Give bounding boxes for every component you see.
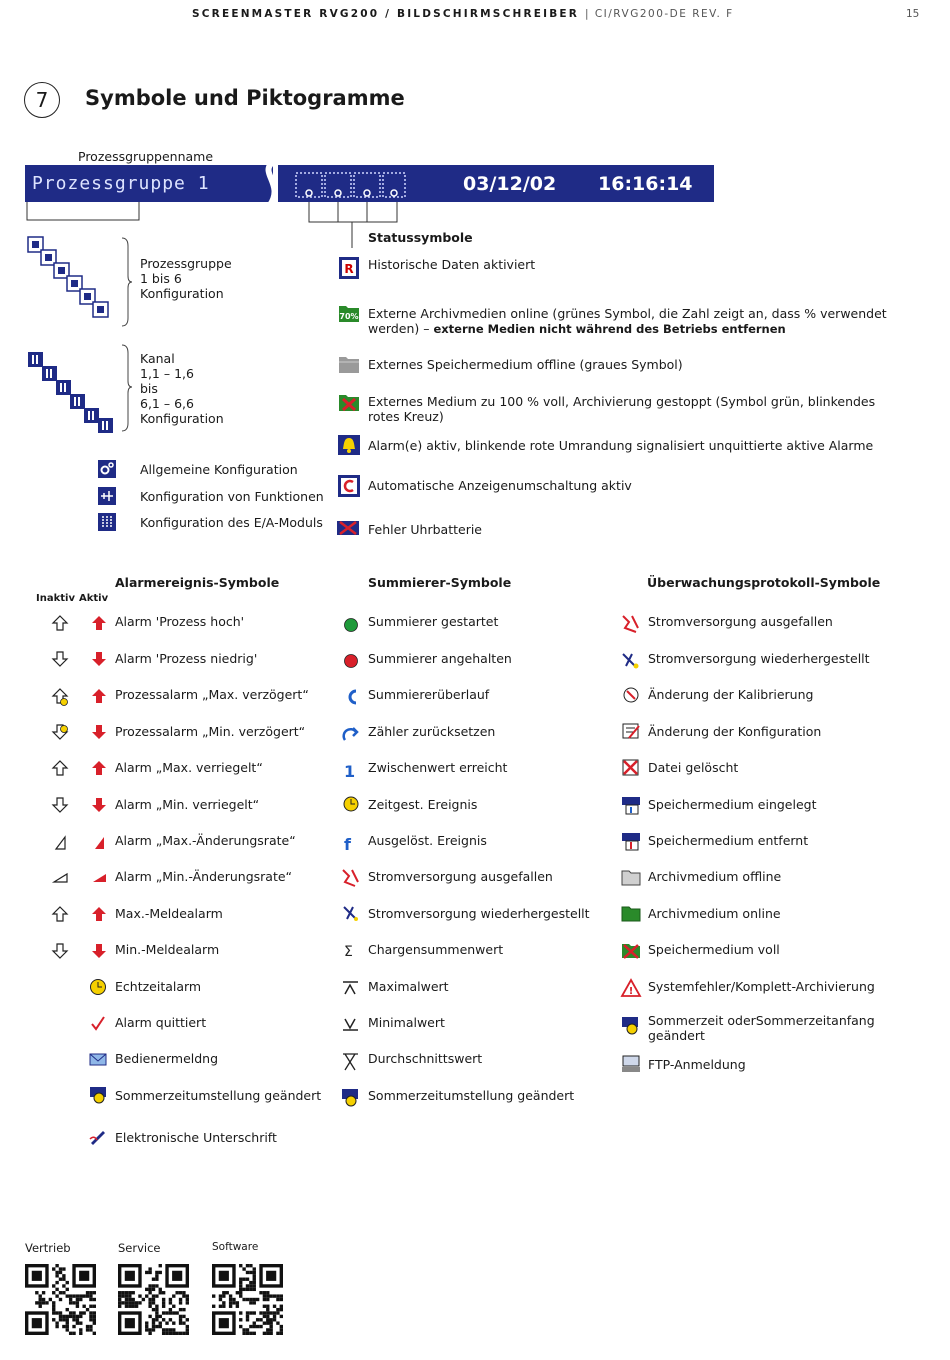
alarm-item: Prozessalarm „Min. verzögert“: [115, 724, 306, 739]
channel-config-line: 1,1 – 1,6: [140, 366, 194, 381]
alarm-item: Max.-Meldealarm: [115, 906, 223, 921]
auto-scroll-icon: [338, 475, 360, 497]
header-title: SCREENMASTER RVG200 / BILDSCHIRMSCHREIBER: [192, 8, 580, 20]
svg-text:1: 1: [344, 762, 356, 781]
process-group-config-icons: [26, 235, 118, 330]
protokoll-item: Stromversorgung wiederhergestellt: [648, 651, 870, 666]
summierer-item: Minimalwert: [368, 1015, 445, 1030]
status-item: Automatische Anzeigenumschaltung aktiv: [368, 478, 632, 493]
svg-text:!: !: [628, 986, 634, 997]
col-inaktiv: Inaktiv: [36, 593, 75, 604]
alarm-item: Alarm „Min.-Änderungsrate“: [115, 869, 293, 884]
medium-full-icon: [338, 392, 360, 412]
summierer-item: Zeitgest. Ereignis: [368, 797, 478, 812]
status-slots-icon: [294, 170, 410, 200]
channel-config-line: Kanal: [140, 351, 175, 366]
process-group-label: Prozessgruppenname: [78, 149, 214, 164]
alarm-item: Echtzeitalarm: [115, 979, 202, 994]
signature-icon: [89, 1127, 107, 1145]
footer-label-service: Service: [118, 1241, 161, 1255]
protokoll-item: Sommerzeit oderSommerzeitanfang geändert: [648, 1013, 875, 1043]
storage-offline-icon: [338, 354, 360, 374]
group-config-line: Prozessgruppe: [140, 256, 232, 271]
col-aktiv: Aktiv: [79, 593, 109, 604]
alarm-item: Alarm quittiert: [115, 1015, 207, 1030]
protokoll-heading: Überwachungsprotokoll-Symbole: [647, 575, 881, 590]
qr-code-vertrieb[interactable]: [25, 1264, 96, 1335]
protokoll-item: Speichermedium entfernt: [648, 833, 809, 848]
status-item-archive: [368, 306, 888, 337]
alarm-heading: Alarmereignis-Symbole: [115, 575, 280, 590]
summierer-item: Ausgelöst. Ereignis: [368, 833, 487, 848]
header-separator: |: [584, 8, 590, 20]
totalizer-icons: [340, 612, 364, 1112]
summierer-heading: Summierer-Symbole: [368, 575, 512, 590]
config-item: Konfiguration von Funktionen: [140, 489, 324, 504]
alarm-item: Alarm „Max. verriegelt“: [115, 760, 263, 775]
summierer-item: Chargensummenwert: [368, 942, 504, 957]
protokoll-item: Änderung der Kalibrierung: [648, 687, 814, 702]
section-number: 7: [24, 82, 60, 118]
alarm-item: Alarm „Min. verriegelt“: [115, 797, 260, 812]
display-group-name: Prozessgruppe 1: [32, 173, 210, 194]
protokoll-item: Speichermedium eingelegt: [648, 797, 817, 812]
summierer-item: Sommerzeitumstellung geändert: [368, 1088, 575, 1103]
status-heading: Statussymbole: [368, 230, 473, 245]
historical-data-icon: [338, 256, 360, 280]
svg-text:Σ: Σ: [344, 944, 353, 960]
qr-code-software[interactable]: [212, 1264, 283, 1335]
channel-config-line: 6,1 – 6,6: [140, 396, 194, 411]
battery-error-icon: [336, 518, 360, 538]
protokoll-item: Archivmedium offline: [648, 869, 782, 884]
config-item: Konfiguration des E/A-Moduls: [140, 515, 323, 530]
protokoll-item: Systemfehler/Komplett-Archivierung: [648, 979, 875, 994]
alarm-item: Prozessalarm „Max. verzögert“: [115, 687, 309, 702]
brace-group: [120, 236, 134, 328]
summierer-item: Zähler zurücksetzen: [368, 724, 496, 739]
gears-icon: [98, 460, 116, 478]
status-item: Externe Archivmedien online (grünes Symbol, die Zahl zeigt an, dass % verwendet werden) –: [368, 306, 887, 336]
summierer-item: Stromversorgung wiederhergestellt: [368, 906, 590, 921]
status-warning: externe Medien nicht während des Betriebs entfernen: [433, 322, 786, 336]
display-time: 16:16:14: [598, 173, 693, 195]
summierer-item: Summierer angehalten: [368, 651, 512, 666]
alarm-item: Bedienermeldng: [115, 1051, 219, 1066]
svg-text:R: R: [344, 262, 354, 276]
alarm-item: Min.-Meldealarm: [115, 942, 220, 957]
alarm-bell-icon: [338, 435, 360, 455]
alarm-item: Alarm 'Prozess niedrig': [115, 651, 258, 666]
protokoll-item: Datei gelöscht: [648, 760, 739, 775]
footer-label-software: Software: [212, 1241, 259, 1253]
channel-config-line: Konfiguration: [140, 411, 224, 426]
archive-percent: 70%: [339, 312, 359, 321]
bar-break-icon: [258, 163, 288, 205]
summierer-item: Summierer gestartet: [368, 614, 499, 629]
status-item: Externes Speichermedium offline (graues Symbol): [368, 357, 683, 372]
alarm-item: Alarm „Max.-Änderungsrate“: [115, 833, 296, 848]
summierer-item: Durchschnittswert: [368, 1051, 483, 1066]
channel-config-icons: [26, 350, 120, 436]
page-number: 15: [906, 8, 920, 20]
protokoll-item: Änderung der Konfiguration: [648, 724, 822, 739]
io-module-icon: [98, 513, 116, 531]
group-config-line: 1 bis 6: [140, 271, 182, 286]
group-config-line: Konfiguration: [140, 286, 224, 301]
protokoll-item: Archivmedium online: [648, 906, 781, 921]
clock-icon: [89, 978, 107, 996]
footer-label-vertrieb: Vertrieb: [25, 1241, 71, 1255]
alarm-event-icons: [50, 612, 110, 962]
display-date: 03/12/02: [463, 173, 557, 195]
summierer-item: Summiererüberlauf: [368, 687, 490, 702]
check-icon: [89, 1014, 107, 1032]
alarm-item: Sommerzeitumstellung geändert: [115, 1088, 322, 1103]
summierer-item: Maximalwert: [368, 979, 449, 994]
config-item: Allgemeine Konfiguration: [140, 462, 298, 477]
daylight-saving-icon: [89, 1086, 107, 1104]
qr-code-service[interactable]: [118, 1264, 189, 1335]
summierer-item: Stromversorgung ausgefallen: [368, 869, 553, 884]
protokoll-item: FTP-Anmeldung: [648, 1057, 746, 1072]
summierer-item: Zwischenwert erreicht: [368, 760, 508, 775]
protokoll-item: Speichermedium voll: [648, 942, 780, 957]
status-item: Fehler Uhrbatterie: [368, 522, 482, 537]
functions-icon: [98, 487, 116, 505]
protokoll-item: Stromversorgung ausgefallen: [648, 614, 833, 629]
archive-online-icon: [338, 303, 360, 323]
svg-text:f: f: [344, 835, 351, 854]
page-title: Symbole und Piktogramme: [85, 86, 405, 110]
channel-config-line: bis: [140, 381, 158, 396]
channel-config-text: [140, 351, 224, 426]
status-item: Externes Medium zu 100 % voll, Archivierung gestoppt (Symbol grün, blinkendes rotes Kreuz): [368, 394, 876, 424]
status-item: Historische Daten aktiviert: [368, 257, 536, 272]
status-item: Alarm(e) aktiv, blinkende rote Umrandung signalisiert unquittierte aktive Alarme: [368, 438, 874, 453]
audit-log-icons: [619, 612, 645, 1082]
alarm-item: Alarm 'Prozess hoch': [115, 614, 245, 629]
running-header: [192, 8, 734, 20]
brace-channel: [120, 343, 134, 433]
alarm-item: Elektronische Unterschrift: [115, 1130, 277, 1145]
header-docref: CI/RVG200-DE REV. F: [594, 8, 734, 20]
group-config-text: [140, 256, 232, 301]
envelope-icon: [89, 1050, 107, 1068]
